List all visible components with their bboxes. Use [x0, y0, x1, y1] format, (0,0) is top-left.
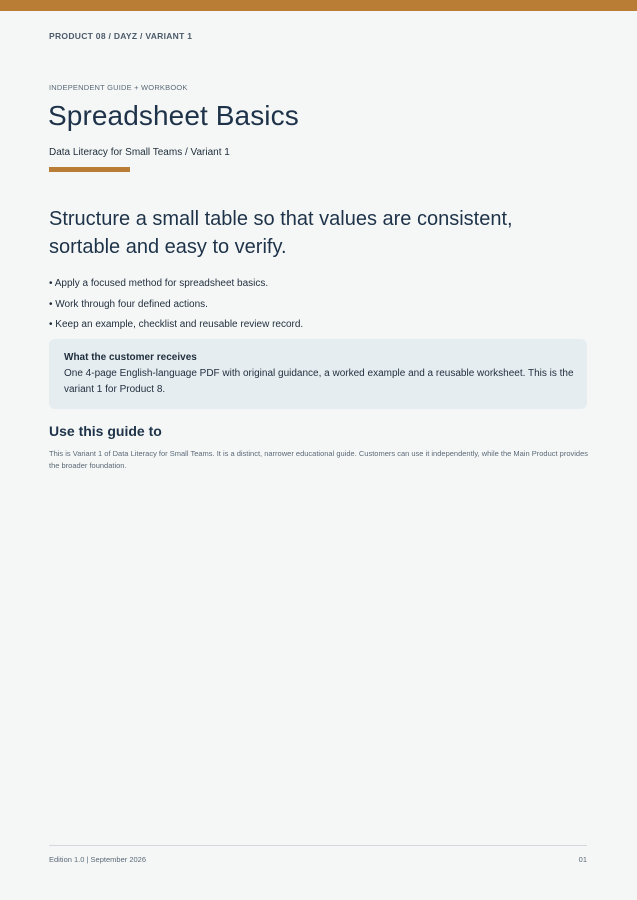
page-subtitle: Data Literacy for Small Teams / Variant 1: [49, 147, 230, 158]
title-accent-rule: [49, 167, 130, 172]
list-item: • Keep an example, checklist and reusable review record.: [49, 319, 304, 330]
page-title: Spreadsheet Basics: [48, 100, 299, 131]
footer-edition: Edition 1.0 | September 2026: [49, 855, 147, 864]
section-heading: Use this guide to: [49, 423, 162, 439]
section-body: This is Variant 1 of Data Literacy for Small Teams. It is a distinct, narrower educational guide. Customers can use it independently, while the Main Product provides the broader foundation.: [49, 449, 589, 470]
document-kicker: INDEPENDENT GUIDE + WORKBOOK: [49, 83, 188, 92]
list-item: • Work through four defined actions.: [49, 298, 208, 310]
callout-title: What the customer receives: [64, 352, 197, 363]
breadcrumb: PRODUCT 08 / DAYZ / VARIANT 1: [49, 31, 193, 41]
benefit-list: [49, 277, 303, 339]
lead-statement: Structure a small table so that values are consistent, sortable and easy to verify.: [49, 208, 513, 258]
footer-divider: [49, 845, 587, 846]
deliverable-callout: [49, 339, 587, 409]
callout-body: One 4-page English-language PDF with original guidance, a worked example and a reusable worksheet. This is the variant 1 for Product 8.: [64, 368, 574, 395]
top-accent-bar: [0, 0, 637, 11]
page-number: 01: [578, 855, 587, 864]
list-item: • Apply a focused method for spreadsheet basics.: [49, 278, 269, 289]
